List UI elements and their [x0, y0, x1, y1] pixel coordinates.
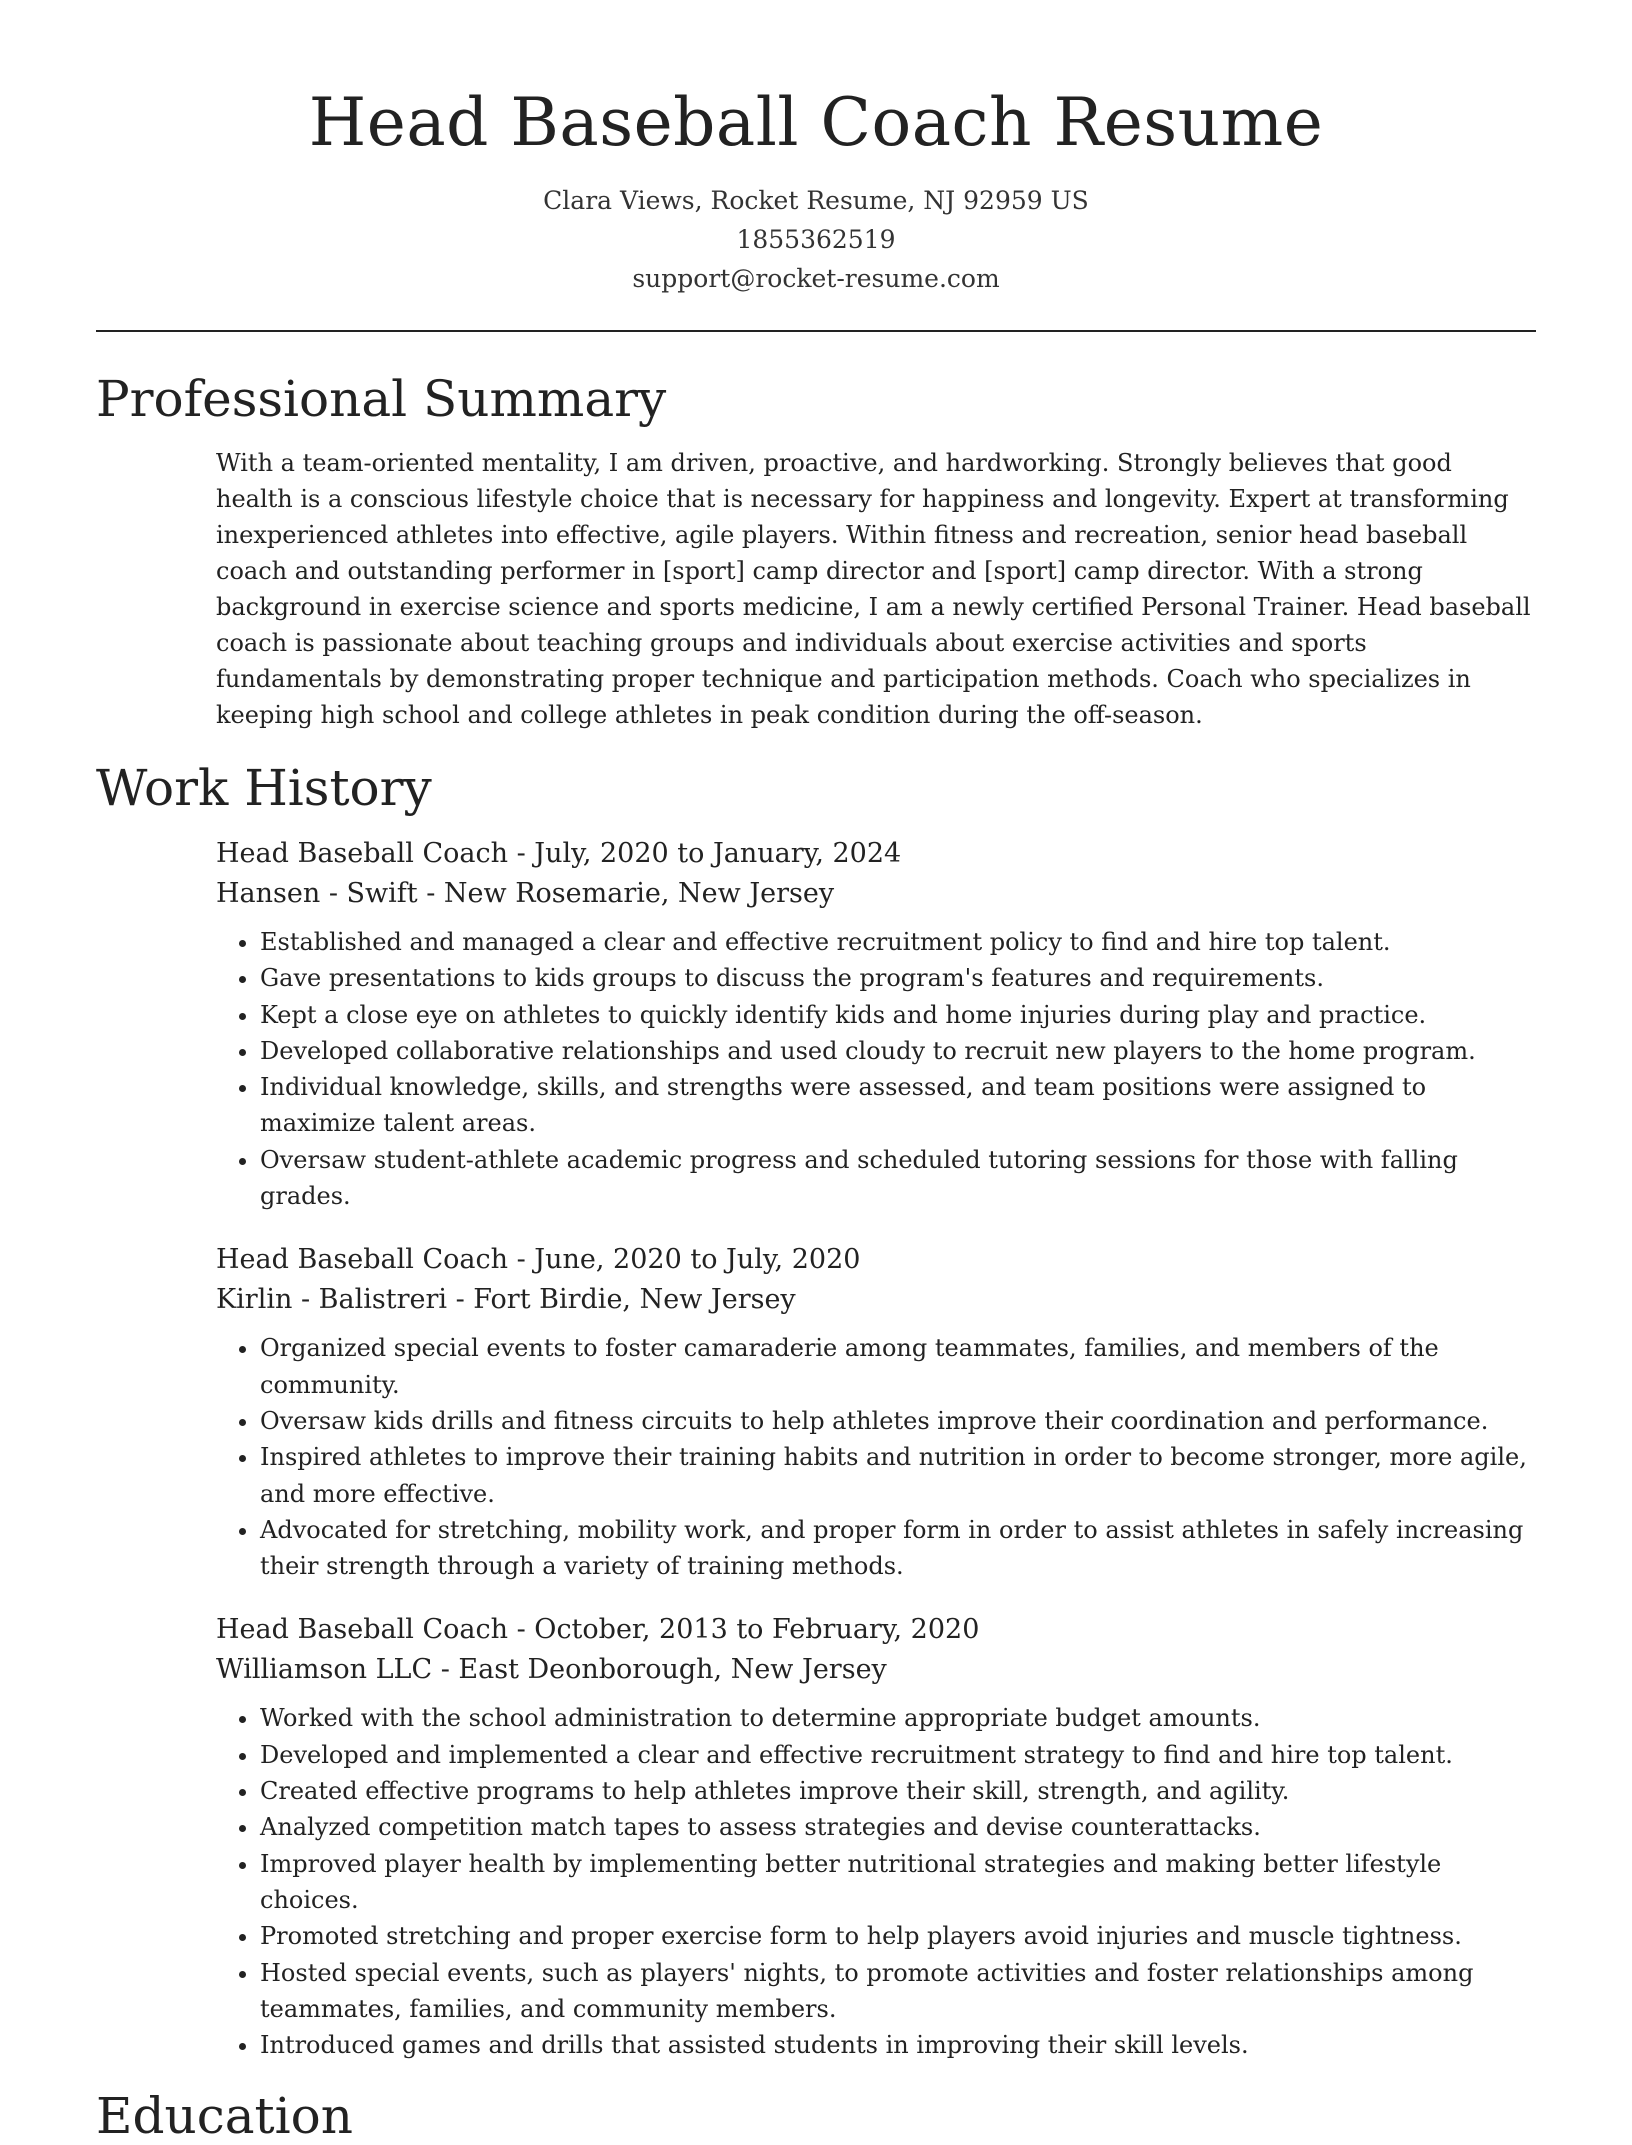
job-bullet: • Oversaw kids drills and fitness circuits to help athletes improve their coordination and performance. — [260, 1403, 1536, 1439]
job-entry — [216, 1240, 1536, 1584]
job-bullet: • Gave presentations to kids groups to discuss the program's features and requirements. — [260, 960, 1536, 996]
contact-email: support@rocket-resume.com — [632, 264, 1000, 293]
contact-address: Clara Views, Rocket Resume, NJ 92959 US — [543, 186, 1089, 215]
header-divider — [96, 330, 1536, 332]
job-bullet: • Improved player health by implementing better nutritional strategies and making better lifestyle choices. — [260, 1846, 1536, 1919]
job-bullet: • Introduced games and drills that assisted students in improving their skill levels. — [260, 2027, 1536, 2063]
job-bullet: • Promoted stretching and proper exercise form to help players avoid injuries and muscle tightness. — [260, 1918, 1536, 1954]
resume-header — [96, 0, 1536, 298]
job-bullet: • Advocated for stretching, mobility work, and proper form in order to assist athletes in safely increasing their strength through a variety of training methods. — [260, 1512, 1536, 1585]
job-bullet-list — [216, 1330, 1536, 1584]
job-bullet: • Developed and implemented a clear and effective recruitment strategy to find and hire top talent. — [260, 1737, 1536, 1773]
contact-phone: 1855362519 — [736, 225, 896, 254]
job-entry — [216, 834, 1536, 1214]
summary-section — [96, 445, 1536, 733]
job-company-line: Williamson LLC - East Deonborough, New Jersey — [216, 1654, 887, 1686]
resume-title: Head Baseball Coach Resume — [308, 84, 1324, 161]
work-history-section — [96, 834, 1536, 2063]
job-bullet: • Inspired athletes to improve their training habits and nutrition in order to become stronger, more agile, and more effective. — [260, 1439, 1536, 1512]
job-bullet: • Worked with the school administration to determine appropriate budget amounts. — [260, 1700, 1536, 1736]
job-bullet-list — [216, 924, 1536, 1214]
job-title-line: Head Baseball Coach - June, 2020 to July, 2020 — [216, 1244, 861, 1276]
job-title-line: Head Baseball Coach - July, 2020 to January, 2024 — [216, 838, 902, 869]
job-bullet: • Developed collaborative relationships and used cloudy to recruit new players to the home program. — [260, 1033, 1536, 1069]
job-bullet: • Hosted special events, such as players' nights, to promote activities and foster relationships among teammates, families, and community members. — [260, 1955, 1536, 2028]
job-company-line: Kirlin - Balistreri - Fort Birdie, New Jersey — [216, 1284, 796, 1316]
summary-heading: Professional Summary — [96, 370, 667, 428]
job-bullet: • Kept a close eye on athletes to quickly identify kids and home injuries during play and practice. — [260, 997, 1536, 1033]
job-entry — [216, 1610, 1536, 2063]
job-bullet: • Established and managed a clear and effective recruitment policy to find and hire top talent. — [260, 924, 1536, 960]
job-bullet-list — [216, 1700, 1536, 2063]
job-bullet: • Oversaw student-athlete academic progress and scheduled tutoring sessions for those with falling grades. — [260, 1142, 1536, 1215]
job-bullet: • Individual knowledge, skills, and strengths were assessed, and team positions were assigned to maximize talent areas. — [260, 1069, 1536, 1142]
job-title-line: Head Baseball Coach - October, 2013 to February, 2020 — [216, 1614, 980, 1646]
job-bullet: • Created effective programs to help athletes improve their skill, strength, and agility. — [260, 1773, 1536, 1809]
work-history-heading: Work History — [96, 759, 432, 817]
summary-text: With a team-oriented mentality, I am driven, proactive, and hardworking. Strongly believes that good health is a conscious lifestyle choice that is necessary for happiness and longevity. Expert at transforming inexperienced athletes into effective, agile players. Within fitness and recreation, senior head baseball coach and outstanding performer in [sport] camp director and [sport] camp director. With a strong background in exercise science and sports medicine, I am a newly certified Personal Trainer. Head baseball coach is passionate about teaching groups and individuals about exercise activities and sports fundamentals by demonstrating proper technique and participation methods. Coach who specializes in keeping high school and college athletes in peak condition during the off-season. — [216, 449, 1531, 729]
job-company-line: Hansen - Swift - New Rosemarie, New Jersey — [216, 878, 835, 909]
job-bullet: • Analyzed competition match tapes to assess strategies and devise counterattacks. — [260, 1809, 1536, 1845]
job-bullet: • Organized special events to foster camaraderie among teammates, families, and members of the community. — [260, 1330, 1536, 1403]
education-heading: Education — [96, 2087, 353, 2145]
